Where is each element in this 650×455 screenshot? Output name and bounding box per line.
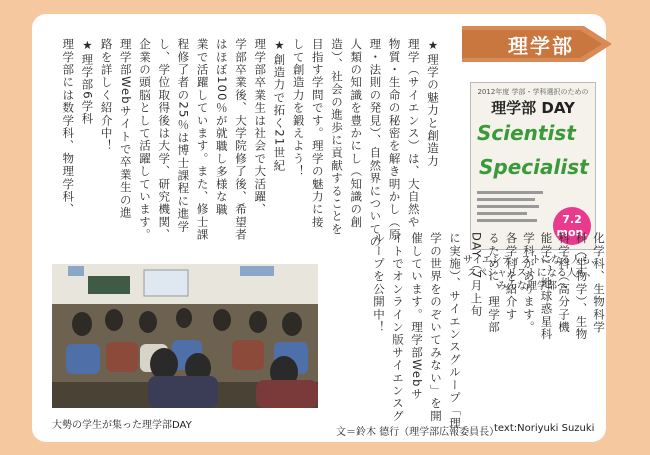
text-column: ★創造力で拓く21世紀 <box>272 38 287 172</box>
text-column: 化学科、生物科学 <box>592 232 606 334</box>
text-column: に実施）、サイエンスグループ「理 <box>448 232 462 430</box>
poster-word-specialist: Specialist <box>479 155 589 179</box>
author-credit-en: text:Noriyuki Suzuki <box>494 423 595 434</box>
text-column: るために、理学部 <box>487 232 501 334</box>
poster-top-line: 2012年度 学部・学科選択のための <box>477 88 589 96</box>
text-column: し、学位取得後は大学、研究機関、 <box>157 38 172 242</box>
text-column: はほぼ100％が就職し多様な職 <box>214 38 229 216</box>
text-column: 目指す学問です。理学の魅力に接 <box>310 38 325 229</box>
text-column: 学科があります。 <box>522 232 536 334</box>
poster-date: 7.2 <box>562 213 582 226</box>
text-column: 物質・生命の秘密を解き明かし（原 <box>387 38 402 242</box>
text-column: 理学（サイエンス）は、大自然や <box>406 38 421 229</box>
text-column: 理・法則の発見）、自然界についての <box>368 38 383 249</box>
poster-word-scientist: Scientist <box>477 121 576 145</box>
text-column: ループを公開中！ <box>372 232 386 334</box>
text-column: 理学部卒業生は社会で大活躍、 <box>253 38 268 216</box>
text-column: 業で活躍しています。また、修士課 <box>195 38 210 242</box>
text-column: 催しています。理学部Webサ <box>410 232 424 401</box>
photo-caption: 大勢の学生が集った理学部DAY <box>52 420 192 431</box>
banner-title: 理学部 <box>508 34 574 58</box>
text-column: 造）、社会の進歩に貢献することを <box>330 38 344 236</box>
text-column: 科（生物学）、生物 <box>574 232 589 341</box>
author-credit: 文＝鈴木 德行（理学部広報委員長） <box>336 427 500 438</box>
poster-date-day: mon. <box>556 226 588 239</box>
text-column: 能学）、地球惑星科 <box>539 232 554 341</box>
text-column: 人類の知識を豊かにし（知識の創 <box>349 38 364 229</box>
poster-caption-line: スペシャリストになる人も、 <box>467 268 597 279</box>
text-column: 科学科（高分子機 <box>557 232 571 334</box>
text-column: 路を詳しく紹介中！ <box>99 38 114 153</box>
text-column: DAY（7月上旬 <box>469 232 484 318</box>
text-column: 学の世界をのぞいてみない」を開 <box>429 232 443 423</box>
text-column: して創造力を鍛えよう！ <box>291 38 306 178</box>
poster-image <box>470 82 596 250</box>
text-column: 各学科を紹介す <box>504 232 519 321</box>
text-column: 学部卒業後、大学院修了後、希望者 <box>234 38 248 242</box>
text-column: 程修了者の25％は博士課程に進学 <box>176 38 191 233</box>
poster-caption-line: みんな理学部へ <box>497 281 567 292</box>
poster-caption-line: サイエンティストになる人も、 <box>462 255 602 266</box>
text-column: 企業の頭脳として活躍しています。 <box>138 38 152 242</box>
text-column: ★理学部6学科 <box>80 38 95 126</box>
text-column: 理学部Webサイトで卒業生の進 <box>118 38 133 220</box>
text-column: イトでオンライン版サイエンスグ <box>391 232 405 423</box>
text-column: ★理学の魅力と創造力 <box>426 38 440 168</box>
poster-title: 理学部 DAY <box>491 99 575 117</box>
text-column: 理学部には数学科、物理学科、 <box>61 38 76 216</box>
